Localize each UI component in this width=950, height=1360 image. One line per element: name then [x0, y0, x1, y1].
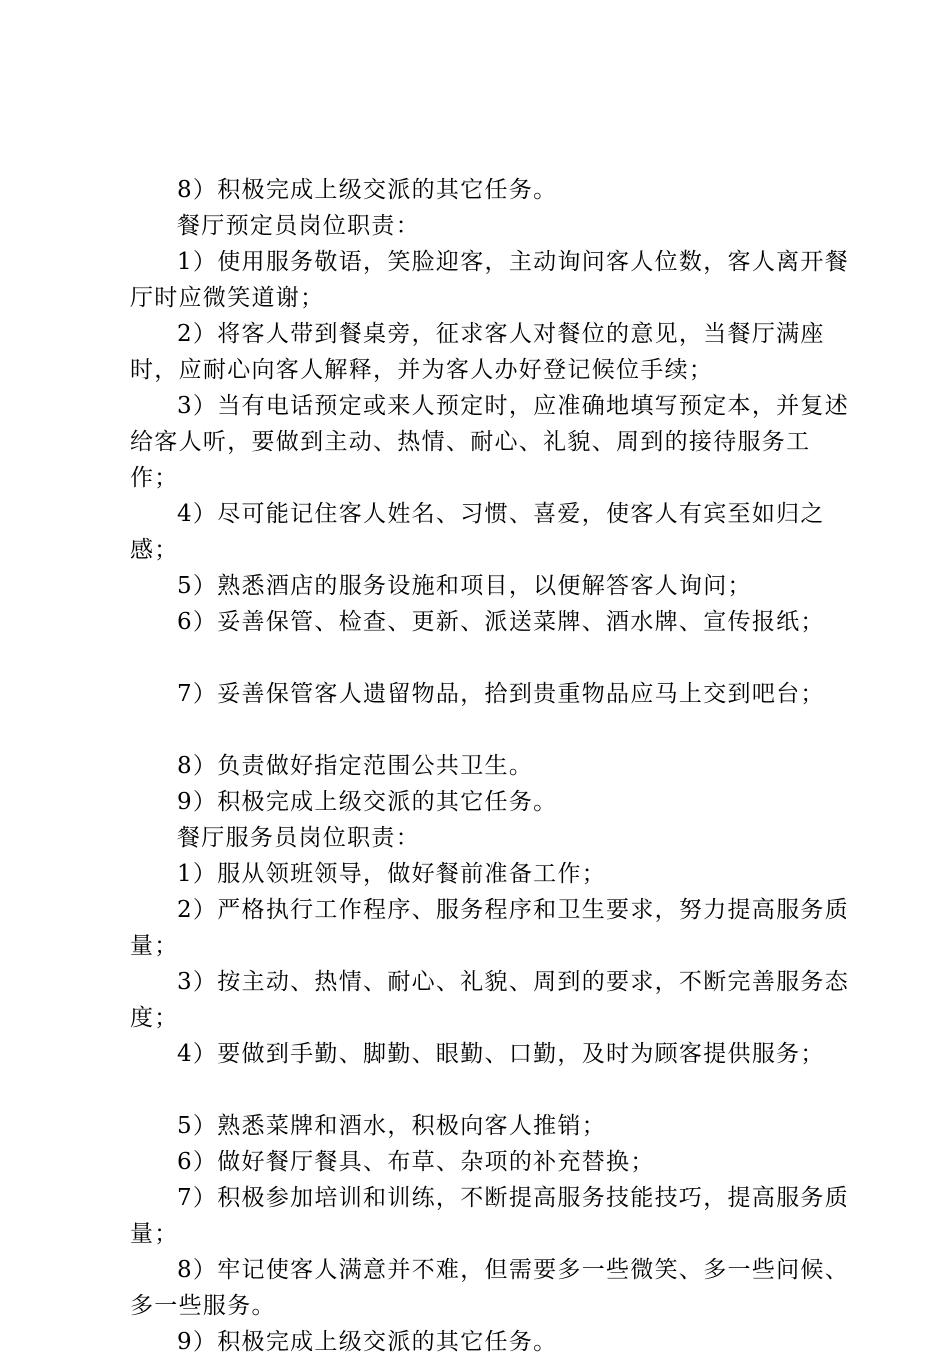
paragraph: 2）将客人带到餐桌旁，征求客人对餐位的意见，当餐厅满座时，应耐心向客人解释，并为客人办好登记候位手续；	[130, 321, 825, 383]
section-heading: 餐厅服务员岗位职责：	[177, 825, 420, 851]
paragraph: 8）积极完成上级交派的其它任务。	[177, 177, 558, 203]
paragraph: 6）妥善保管、检查、更新、派送菜牌、酒水牌、宣传报纸；	[177, 609, 825, 635]
paragraph: 4）尽可能记住客人姓名、习惯、喜爱，使客人有宾至如归之感；	[130, 501, 825, 563]
section-heading: 餐厅预定员岗位职责：	[177, 213, 420, 239]
paragraph: 7）妥善保管客人遗留物品，拾到贵重物品应马上交到吧台；	[177, 681, 825, 707]
paragraph: 6）做好餐厅餐具、布草、杂项的补充替换；	[177, 1149, 655, 1175]
paragraph: 4）要做到手勤、脚勤、眼勤、口勤，及时为顾客提供服务；	[177, 1041, 825, 1067]
paragraph: 2）严格执行工作程序、服务程序和卫生要求，努力提高服务质量；	[130, 897, 850, 959]
paragraph: 3）按主动、热情、耐心、礼貌、周到的要求，不断完善服务态度；	[130, 969, 850, 1031]
paragraph: 8）牢记使客人满意并不难，但需要多一些微笑、多一些问候、多一些服务。	[130, 1257, 850, 1319]
paragraph: 5）熟悉酒店的服务设施和项目，以便解答客人询问；	[177, 573, 752, 599]
paragraph: 3）当有电话预定或来人预定时，应准确地填写预定本，并复述给客人听，要做到主动、热情、耐心、礼貌、周到的接待服务工作；	[130, 393, 850, 491]
paragraph: 1）使用服务敬语，笑脸迎客，主动询问客人位数，客人离开餐厅时应微笑道谢；	[130, 249, 850, 311]
paragraph: 7）积极参加培训和训练，不断提高服务技能技巧，提高服务质量；	[130, 1185, 850, 1247]
paragraph: 9）积极完成上级交派的其它任务。	[177, 789, 558, 815]
paragraph: 9）积极完成上级交派的其它任务。	[177, 1329, 558, 1355]
paragraph: 5）熟悉菜牌和酒水，积极向客人推销；	[177, 1113, 607, 1139]
document-body	[130, 172, 850, 1360]
paragraph: 1）服从领班领导，做好餐前准备工作；	[177, 861, 607, 887]
paragraph: 8）负责做好指定范围公共卫生。	[177, 753, 534, 779]
